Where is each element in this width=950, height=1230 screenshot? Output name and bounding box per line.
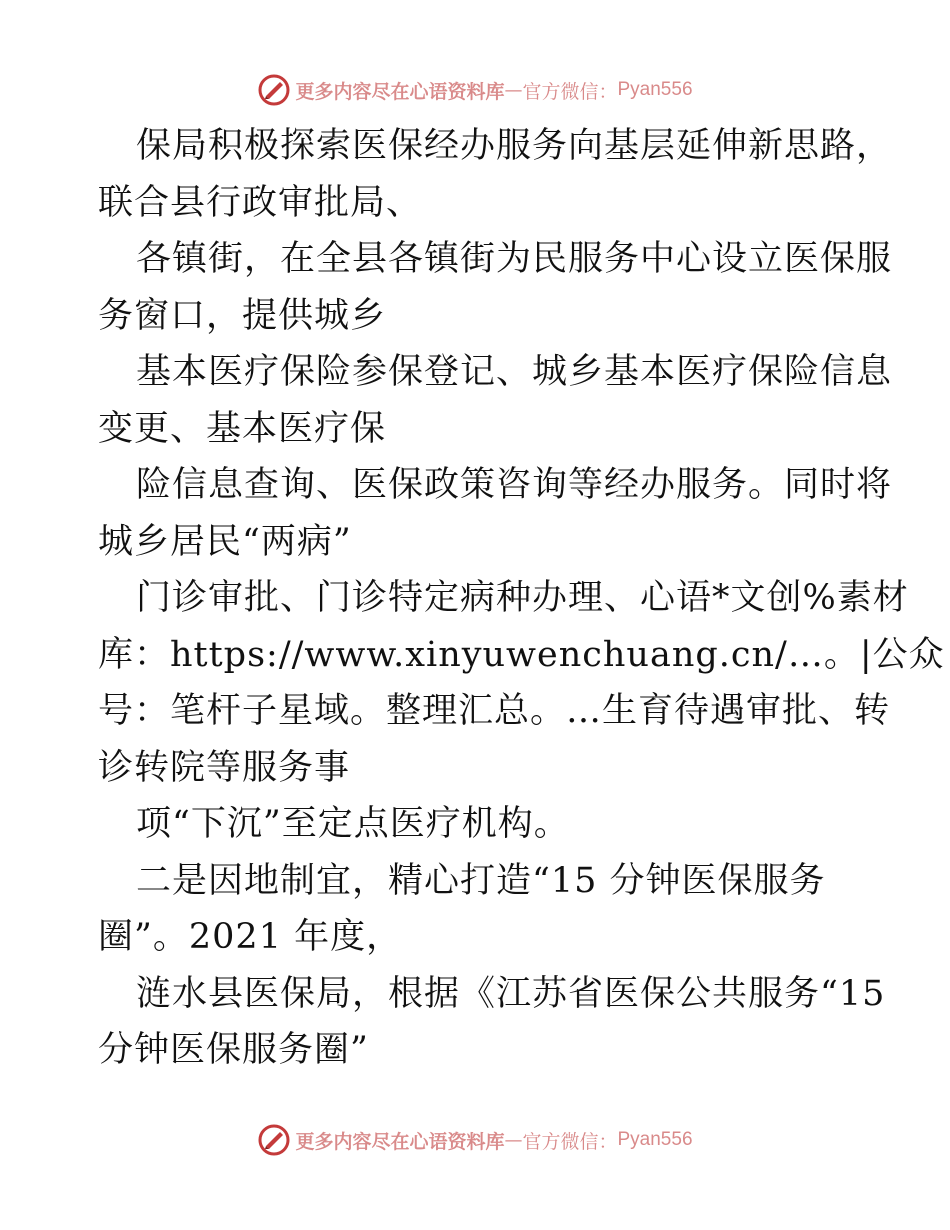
text-line: 务窗口，提供城乡 (98, 295, 387, 336)
banner-main-text: 更多内容尽在心语资料库 (295, 80, 505, 103)
text-line: 库：https://www.xinyuwenchuang.cn/…。|公众 (98, 634, 945, 675)
text-line: 变更、基本医疗保 (98, 408, 387, 449)
text-line: 城乡居民“两病” (98, 521, 352, 562)
document-body (98, 118, 945, 1079)
text-line: 圈”。2021 年度， (98, 917, 403, 957)
text-line: 诊转院等服务事 (98, 747, 351, 788)
text-line: 联合县行政审批局、 (98, 182, 423, 223)
brand-logo-icon (257, 73, 291, 107)
banner-wechat-id: Pyan556 (617, 1129, 693, 1150)
text-line: 项“下沉”至定点医疗机构。 (136, 804, 570, 844)
text-line: 涟水县医保局，根据《江苏省医保公共服务“15 (136, 973, 886, 1014)
brand-logo-icon (257, 1123, 291, 1157)
text-line: 门诊审批、门诊特定病种办理、心语*文创%素材 (136, 578, 909, 618)
text-line: 二是因地制宜，精心打造“15 分钟医保服务 (136, 860, 826, 901)
header-banner (0, 70, 950, 110)
banner-wechat-label: 官方微信： (522, 1130, 618, 1153)
text-line: 保局积极探索医保经办服务向基层延伸新思路， (136, 126, 893, 166)
footer-banner (0, 1120, 950, 1160)
banner-wechat-id: Pyan556 (617, 79, 693, 100)
text-line: 号：笔杆子星域。整理汇总。…生育待遇审批、转 (98, 691, 891, 731)
banner-separator: — (504, 79, 523, 101)
text-line: 各镇街，在全县各镇街为民服务中心设立医保服 (136, 239, 893, 279)
text-line: 基本医疗保险参保登记、城乡基本医疗保险信息 (136, 352, 893, 392)
banner-separator: — (504, 1129, 523, 1151)
text-line: 分钟医保服务圈” (98, 1030, 369, 1070)
banner-main-text: 更多内容尽在心语资料库 (295, 1130, 505, 1153)
banner-wechat-label: 官方微信： (522, 80, 618, 103)
text-line: 险信息查询、医保政策咨询等经办服务。同时将 (136, 465, 893, 505)
